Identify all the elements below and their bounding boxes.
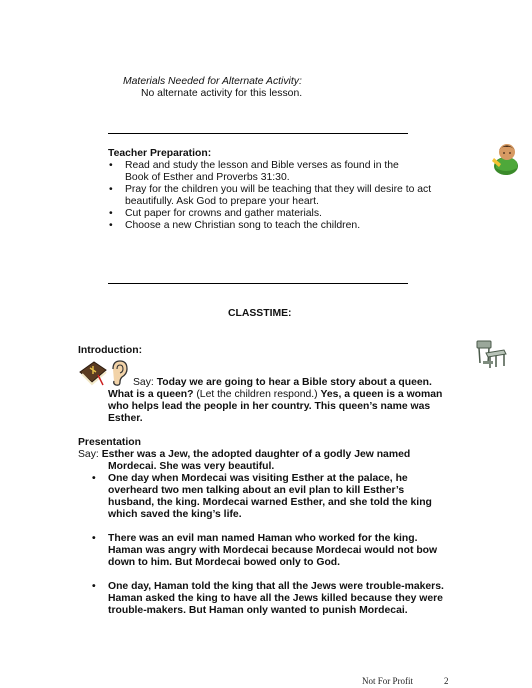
teacher-prep-item: • Pray for the children you will be teaching that they will desire to act beautifully. Ask God to prepare your heart. bbox=[107, 184, 437, 208]
presentation-line-1: Say: Esther was a Jew, the adopted daughter of a godly Jew named bbox=[78, 449, 411, 460]
footer-text: Not For Profit bbox=[362, 676, 414, 686]
page-number: 2 bbox=[444, 676, 449, 686]
bible-book-icon bbox=[78, 358, 108, 386]
presentation-heading: Presentation bbox=[78, 437, 141, 448]
classtime-title: CLASSTIME: bbox=[228, 308, 292, 319]
introduction-line-2: What is a queen? (Let the children respond.) Yes, a queen is a woman bbox=[108, 389, 443, 400]
introduction-line-4: Esther. bbox=[108, 413, 143, 424]
presentation-list bbox=[90, 473, 490, 617]
teacher-prep-item: • Cut paper for crowns and gather materials. bbox=[107, 208, 437, 220]
teacher-prep-item: • Read and study the lesson and Bible verses as found in the Book of Esther and Proverbs 31:30. bbox=[107, 160, 437, 184]
presentation-bullet: • One day, Haman told the king that all the Jews were trouble-makers. Haman asked the king to have all the Jews killed because they were trouble-makers. But Haman only wanted to punish Mordecai. bbox=[90, 581, 490, 617]
divider-top bbox=[108, 133, 408, 134]
presentation-bullet: • One day when Mordecai was visiting Esther at the palace, he overheard two men talking about an evil plan to kill Esther’s husband, the king. Mordecai warned Esther, and she told the king which saved the king’s life. bbox=[90, 473, 490, 521]
presentation-bullet: • There was an evil man named Haman who worked for the king. Haman was angry with Mordecai because Mordecai would not bow down to him. But Mordecai bowed only to God. bbox=[90, 533, 490, 569]
materials-heading: Materials Needed for Alternate Activity: bbox=[123, 76, 302, 87]
introduction-heading: Introduction: bbox=[78, 345, 143, 356]
ear-icon bbox=[108, 359, 130, 387]
introduction-line-1: Say: Today we are going to hear a Bible story about a queen. bbox=[133, 377, 432, 388]
teacher-prep-list bbox=[107, 160, 437, 232]
introduction-line-3: who helps lead the people in her country. This queen’s name was bbox=[108, 401, 431, 412]
teacher-prep-item: • Choose a new Christian song to teach the children. bbox=[107, 220, 437, 232]
teacher-prep-heading: Teacher Preparation: bbox=[108, 148, 212, 159]
praying-child-icon bbox=[490, 138, 524, 176]
presentation-line-2: Mordecai. She was very beautiful. bbox=[108, 461, 275, 472]
divider-bottom bbox=[108, 283, 408, 284]
materials-text: No alternate activity for this lesson. bbox=[141, 88, 303, 99]
classroom-desk-icon bbox=[474, 337, 508, 371]
